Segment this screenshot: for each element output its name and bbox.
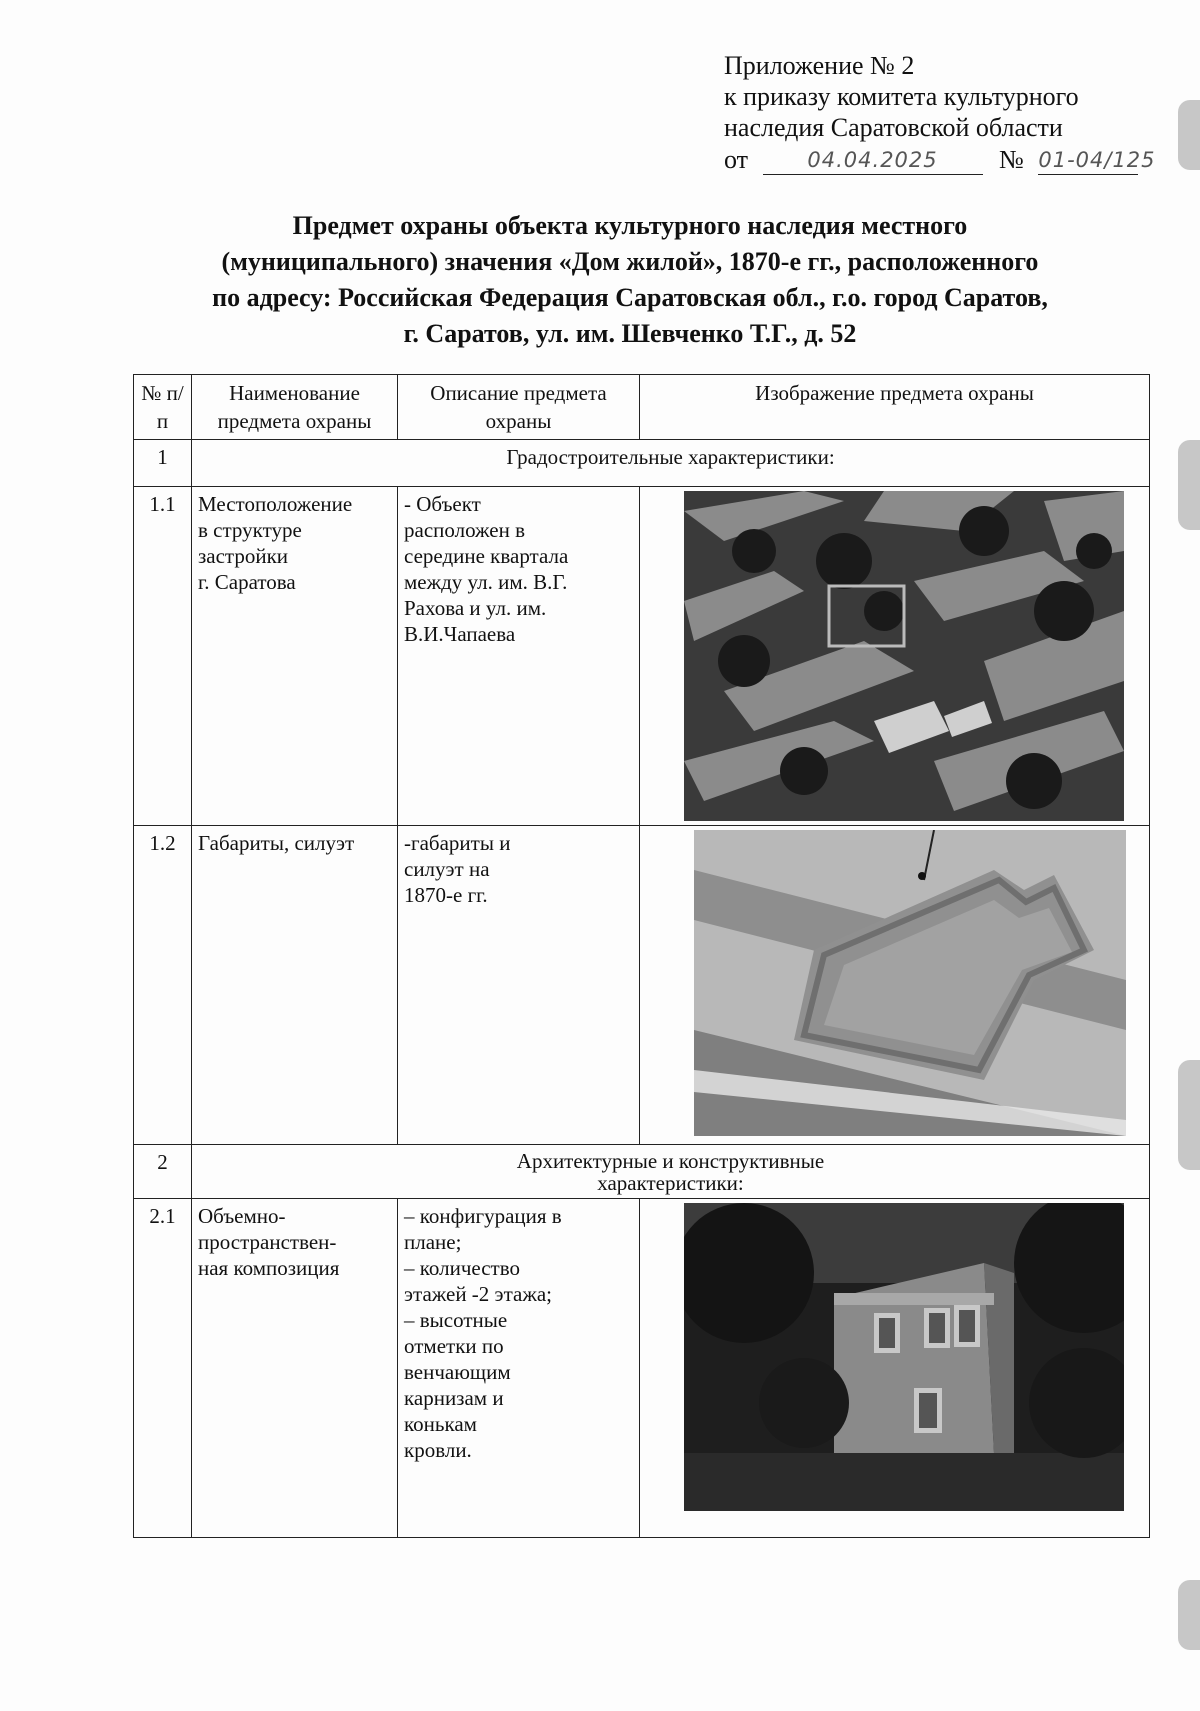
row-name-line: г. Саратова xyxy=(198,570,296,594)
building-footprint-map xyxy=(694,830,1126,1136)
row-desc-line: – конфигурация в xyxy=(404,1204,562,1228)
from-label: от xyxy=(724,145,749,174)
row-desc-line: – количество xyxy=(404,1256,521,1280)
row-image-cell xyxy=(640,826,1150,1145)
table-row xyxy=(134,826,1150,1145)
header-num: № п/п xyxy=(134,375,192,440)
row-desc-line: конькам xyxy=(404,1412,477,1436)
section-title-line: характеристики: xyxy=(597,1171,744,1195)
header-name: Наименование предмета охраны xyxy=(192,375,398,440)
building-facade-photo xyxy=(684,1203,1124,1511)
appendix-header xyxy=(724,50,1164,175)
section-num: 1 xyxy=(134,440,192,487)
row-desc-line: - Объект xyxy=(404,492,481,516)
section-row xyxy=(134,440,1150,487)
row-desc-line: В.И.Чапаева xyxy=(404,622,516,646)
row-name-line: ная композиция xyxy=(198,1256,340,1280)
row-desc-line: расположен в xyxy=(404,518,526,542)
row-desc-line: Рахова и ул. им. xyxy=(404,596,547,620)
row-name-line: застройки xyxy=(198,544,289,568)
row-image-cell xyxy=(640,487,1150,826)
aerial-location-image xyxy=(684,491,1124,821)
section-num: 2 xyxy=(134,1145,192,1199)
order-number: 01-04/125 xyxy=(1038,143,1138,175)
header-image: Изображение предмета охраны xyxy=(640,375,1150,440)
title-line-4: г. Саратов, ул. им. Шевченко Т.Г., д. 52 xyxy=(403,319,857,348)
table-header-row xyxy=(134,375,1150,440)
row-desc-line: – высотные xyxy=(404,1308,508,1332)
header-description: Описание предмета охраны xyxy=(398,375,640,440)
row-desc-line: этажей -2 этажа; xyxy=(404,1282,552,1306)
table-row xyxy=(134,1199,1150,1538)
row-desc-line: между ул. им. В.Г. xyxy=(404,570,568,594)
row-num: 1.2 xyxy=(134,826,192,1145)
title-line-1: Предмет охраны объекта культурного наследия местного xyxy=(292,211,968,240)
row-desc-line: середине квартала xyxy=(404,544,569,568)
appendix-date-line xyxy=(724,143,1164,175)
row-desc-line: карнизам и xyxy=(404,1386,504,1410)
row-description xyxy=(398,1199,640,1538)
row-name-line: Местоположение xyxy=(198,492,353,516)
row-name-line: Объемно- xyxy=(198,1204,286,1228)
appendix-line-1: Приложение № 2 xyxy=(724,51,915,80)
number-label: № xyxy=(999,145,1024,174)
scan-edge-mark xyxy=(1178,100,1200,170)
row-name-line: пространствен- xyxy=(198,1230,337,1254)
row-desc-line: кровли. xyxy=(404,1438,472,1462)
row-name-line: в структуре xyxy=(198,518,302,542)
title-line-2: (муниципального) значения «Дом жилой», 1870-е гг., расположенного xyxy=(221,247,1039,276)
row-desc-line: -габариты и xyxy=(404,831,511,855)
row-name xyxy=(192,1199,398,1538)
row-num: 1.1 xyxy=(134,487,192,826)
row-desc-line: силуэт на xyxy=(404,857,490,881)
title-line-3: по адресу: Российская Федерация Саратовская обл., г.о. город Саратов, xyxy=(212,283,1048,312)
section-title xyxy=(192,1145,1150,1199)
appendix-line-3: наследия Саратовской области xyxy=(724,113,1063,142)
order-date: 04.04.2025 xyxy=(763,143,983,175)
row-name-line: Габариты, силуэт xyxy=(198,831,355,855)
table-row xyxy=(134,487,1150,826)
section-title-line: Архитектурные и конструктивные xyxy=(516,1149,825,1173)
row-name xyxy=(192,487,398,826)
scan-edge-mark xyxy=(1178,440,1200,530)
scan-edge-mark xyxy=(1178,1580,1200,1650)
row-desc-line: венчающим xyxy=(404,1360,511,1384)
appendix-line-2: к приказу комитета культурного xyxy=(724,82,1079,111)
row-desc-line: плане; xyxy=(404,1230,462,1254)
row-name xyxy=(192,826,398,1145)
section-row xyxy=(134,1145,1150,1199)
scan-edge-mark xyxy=(1178,1060,1200,1170)
row-desc-line: 1870-е гг. xyxy=(404,883,488,907)
row-description xyxy=(398,826,640,1145)
document-title xyxy=(130,208,1130,352)
section-title: Градостроительные характеристики: xyxy=(192,440,1150,487)
row-description xyxy=(398,487,640,826)
row-desc-line: отметки по xyxy=(404,1334,504,1358)
row-image-cell xyxy=(640,1199,1150,1538)
row-num: 2.1 xyxy=(134,1199,192,1538)
protection-subject-table xyxy=(133,374,1150,1538)
